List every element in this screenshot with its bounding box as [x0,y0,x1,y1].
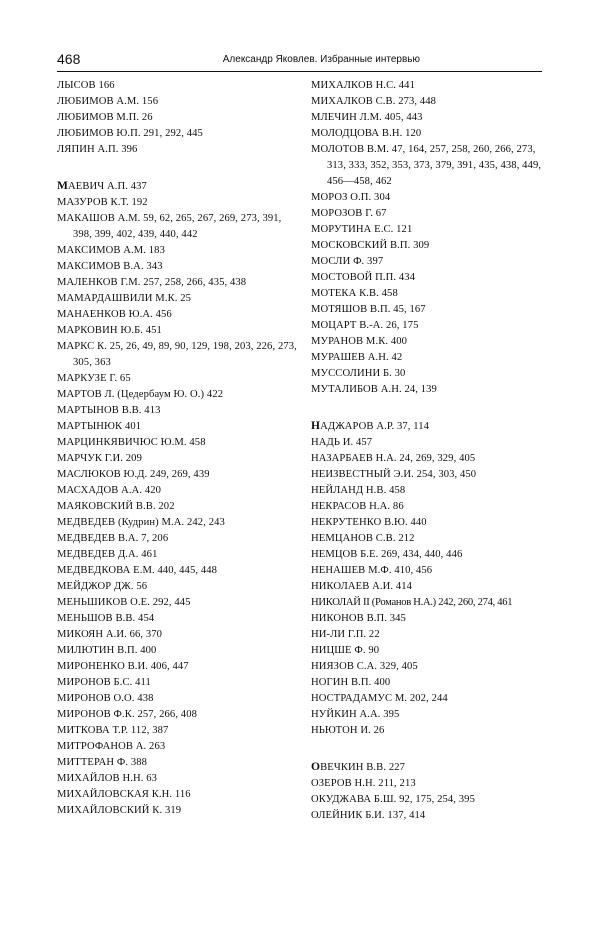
index-entry: МОЛОТОВ В.М. 47, 164, 257, 258, 260, 266, 273, 313, 333, 352, 353, 373, 379, 391, 435, 438, 449, 456—458, 462 [311,144,542,187]
index-entry: МИТКОВА Т.Р. 112, 387 [57,725,169,736]
index-entry: МЕДВЕДЕВ Д.А. 461 [57,549,158,560]
index-entry: МИТТЕРАН Ф. 388 [57,757,148,768]
index-entry: МАКСИМОВ А.М. 183 [57,245,165,256]
section-gap [311,398,547,418]
index-entry: МАРТЫНЮК 401 [57,421,142,432]
index-entry: МИКОЯН А.И. 66, 370 [57,629,163,640]
index-entry: МОРУТИНА Е.С. 121 [311,224,413,235]
index-entry: ЛЯПИН А.П. 396 [57,144,138,155]
index-entry: МУРАШЕВ А.Н. 42 [311,352,403,363]
index-entry: МОРОЗ О.П. 304 [311,192,391,203]
index-column-right [311,78,547,824]
index-entry: ОВЕЧКИН В.В. 227 [311,760,406,773]
index-entry: МОЛОДЦОВА В.Н. 120 [311,128,422,139]
index-entry: НЕКРАСОВ Н.А. 86 [311,501,404,512]
index-entry: МУТАЛИБОВ А.Н. 24, 139 [311,384,437,395]
index-entry: НЕИЗВЕСТНЫЙ Э.И. 254, 303, 450 [311,469,477,480]
index-group-m-cont [311,78,547,398]
index-entry: МИЛЮТИН В.П. 400 [57,645,157,656]
index-entry: МАЛЕНКОВ Г.М. 257, 258, 266, 435, 438 [57,277,247,288]
index-entry: ОКУДЖАВА Б.Ш. 92, 175, 254, 395 [311,794,475,805]
index-entry: МАСХАДОВ А.А. 420 [57,485,162,496]
index-entry: ОЗЕРОВ Н.Н. 211, 213 [311,778,416,789]
index-entry: НОГИН В.П. 400 [311,677,391,688]
index-entry: МАРЦИНКЯВИЧЮС Ю.М. 458 [57,437,206,448]
index-entry: МАРКОВИН Ю.Б. 451 [57,325,162,336]
index-entry: МИХАЙЛОВ Н.Н. 63 [57,773,158,784]
index-entry: МАСЛЮКОВ Ю.Д. 249, 269, 439 [57,469,210,480]
index-entry: НЬЮТОН И. 26 [311,725,385,736]
index-entry: МАРТОВ Л. (Цедербаум Ю. О.) 422 [57,389,224,400]
index-entry: МУРАНОВ М.К. 400 [311,336,408,347]
index-entry: МОСКОВСКИЙ В.П. 309 [311,240,430,251]
index-entry: МОТЕКА К.В. 458 [311,288,398,299]
index-entry: НИКОНОВ В.П. 345 [311,613,406,624]
index-entry: МОСТОВОЙ П.П. 434 [311,272,416,283]
index-entry: МИХАЛКОВ Н.С. 441 [311,80,415,91]
index-column-left [57,78,297,819]
index-entry: МИРОНОВ О.О. 438 [57,693,154,704]
index-entry: МУССОЛИНИ Б. 30 [311,368,406,379]
page-number: 468 [57,51,81,67]
index-entry: МОСЛИ Ф. 397 [311,256,384,267]
index-entry: МЕНЬШИКОВ О.Е. 292, 445 [57,597,191,608]
index-group-m [57,178,297,819]
index-entry: НЕМЦАНОВ С.В. 212 [311,533,415,544]
index-entry: НИ-ЛИ Г.П. 22 [311,629,380,640]
index-entry: МАРЧУК Г.И. 209 [57,453,142,464]
index-entry: МАМАРДАШВИЛИ М.К. 25 [57,293,192,304]
index-group-o [311,759,547,824]
index-group-n [311,418,547,739]
index-entry: МИХАЛКОВ С.В. 273, 448 [311,96,437,107]
running-title: Александр Яковлев. Избранные интервью [222,54,420,65]
index-entry: МОРОЗОВ Г. 67 [311,208,387,219]
index-entry: МИРОНЕНКО В.И. 406, 447 [57,661,189,672]
index-entry: МАКСИМОВ В.А. 343 [57,261,163,272]
index-entry: МАРКУЗЕ Г. 65 [57,373,131,384]
index-entry: МИРОНОВ Б.С. 411 [57,677,151,688]
index-entry: ЛЫСОВ 166 [57,80,115,91]
index-entry: НИКОЛАЙ II (Романов Н.А.) 242, 260, 274, 461 [311,597,513,608]
index-entry: НАДЖАРОВ А.Р. 37, 114 [311,419,430,432]
index-entry: НИЯЗОВ С.А. 329, 405 [311,661,418,672]
index-entry: МЛЕЧИН Л.М. 405, 443 [311,112,423,123]
index-entry: ЛЮБИМОВ А.М. 156 [57,96,159,107]
index-entry: НОСТРАДАМУС М. 202, 244 [311,693,448,704]
index-entry: НУЙКИН А.А. 395 [311,709,400,720]
index-entry: ЛЮБИМОВ Ю.П. 291, 292, 445 [57,128,203,139]
index-entry: МАЗУРОВ К.Т. 192 [57,197,148,208]
index-entry: МИТРОФАНОВ А. 263 [57,741,166,752]
index-entry: МИРОНОВ Ф.К. 257, 266, 408 [57,709,198,720]
index-entry: МАРТЫНОВ В.В. 413 [57,405,161,416]
index-entry: МИХАЙЛОВСКАЯ К.Н. 116 [57,789,191,800]
index-entry: НЕНАШЕВ М.Ф. 410, 456 [311,565,433,576]
index-group-l [57,78,297,158]
index-entry: НЕКРУТЕНКО В.Ю. 440 [311,517,427,528]
index-entry: МАЯКОВСКИЙ В.В. 202 [57,501,175,512]
index-entry: НЕЙЛАНД Н.В. 458 [311,485,406,496]
index-entry: ОЛЕЙНИК Б.И. 137, 414 [311,810,426,821]
index-entry: МИХАЙЛОВСКИЙ К. 319 [57,805,182,816]
index-entry: НИКОЛАЕВ А.И. 414 [311,581,413,592]
index-entry: НАДЬ И. 457 [311,437,373,448]
index-entry: МЕЙДЖОР ДЖ. 56 [57,581,148,592]
index-entry: МОЦАРТ В.-А. 26, 175 [311,320,419,331]
index-entry: МАКАШОВ А.М. 59, 62, 265, 267, 269, 273, 391, 398, 399, 402, 439, 440, 442 [57,213,282,240]
index-entry: МЕДВЕДКОВА Е.М. 440, 445, 448 [57,565,218,576]
running-header [57,51,542,72]
index-entry: ЛЮБИМОВ М.П. 26 [57,112,153,123]
index-entry: МАЕВИЧ А.П. 437 [57,179,147,192]
index-entry: МОТЯШОВ В.П. 45, 167 [311,304,426,315]
index-entry: НИЦШЕ Ф. 90 [311,645,380,656]
index-entry: МАНАЕНКОВ Ю.А. 456 [57,309,172,320]
index-entry: МЕДВЕДЕВ В.А. 7, 206 [57,533,169,544]
index-entry: НАЗАРБАЕВ Н.А. 24, 269, 329, 405 [311,453,476,464]
index-entry: МЕНЬШОВ В.В. 454 [57,613,155,624]
index-entry: МАРКС К. 25, 26, 49, 89, 90, 129, 198, 203, 226, 273, 305, 363 [57,341,297,368]
index-entry: МЕДВЕДЕВ (Кудрин) М.А. 242, 243 [57,517,225,528]
section-gap [57,158,297,178]
index-entry: НЕМЦОВ Б.Е. 269, 434, 440, 446 [311,549,463,560]
section-gap [311,739,547,759]
